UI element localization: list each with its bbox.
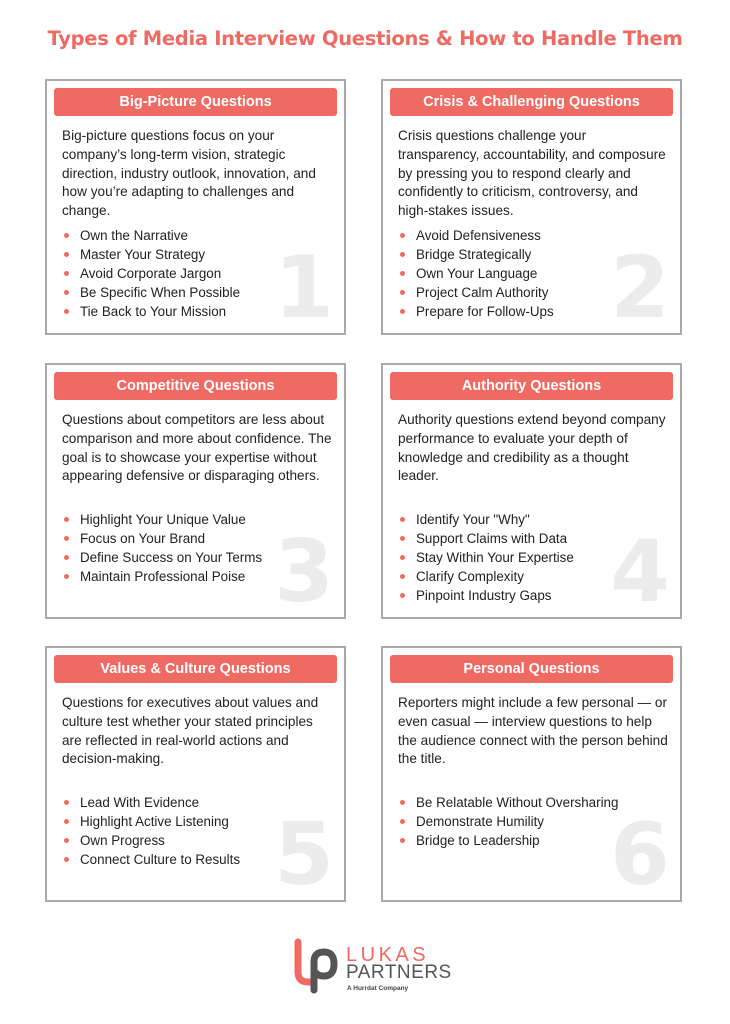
card-competitive [45, 363, 346, 622]
tips-list [62, 510, 334, 586]
logo-name: LUKAS [346, 944, 430, 966]
card-description: Crisis questions challenge your transparency, accountability, and composure by pressing you to respond clearly and confidently to criticism, controversy, and high-stakes issues. [398, 128, 666, 219]
list-item: Prepare for Follow-Ups [398, 302, 670, 321]
list-item: Maintain Professional Poise [62, 567, 334, 586]
logo-subtitle: PARTNERS [346, 962, 452, 983]
list-item: Define Success on Your Terms [62, 548, 334, 567]
card-description: Authority questions extend beyond company performance to evaluate your depth of knowledge and credibility as a thought leader. [398, 412, 666, 484]
card-header: Big-Picture Questions [54, 88, 337, 116]
card-header: Competitive Questions [54, 372, 337, 400]
list-item: Bridge to Leadership [398, 831, 670, 850]
company-logo [290, 938, 450, 998]
list-item: Stay Within Your Expertise [398, 548, 670, 567]
list-item: Connect Culture to Results [62, 850, 334, 869]
list-item: Project Calm Authority [398, 283, 670, 302]
card-description: Questions for executives about values and culture test whether your stated principles are reflected in real-world actions and decision-making. [62, 695, 319, 767]
list-item: Clarify Complexity [398, 567, 670, 586]
list-item: Tie Back to Your Mission [62, 302, 334, 321]
card-header: Authority Questions [390, 372, 673, 400]
list-item: Be Relatable Without Oversharing [398, 793, 670, 812]
logo-tagline: A Hurrdat Company [347, 985, 409, 992]
tips-list [398, 793, 670, 850]
list-item: Be Specific When Possible [62, 283, 334, 302]
card-header: Crisis & Challenging Questions [390, 88, 673, 116]
page-title: Types of Media Interview Questions & How to Handle Them [47, 27, 683, 50]
card-number: 6 [610, 805, 670, 905]
list-item: Lead With Evidence [62, 793, 334, 812]
card-number: 5 [274, 805, 334, 905]
list-item: Avoid Defensiveness [398, 226, 670, 245]
tips-list [398, 226, 670, 321]
card-number: 4 [610, 522, 670, 622]
tips-list [62, 226, 334, 321]
card-crisis [381, 79, 682, 338]
list-item: Own the Narrative [62, 226, 334, 245]
list-item: Highlight Active Listening [62, 812, 334, 831]
card-description: Questions about competitors are less about comparison and more about confidence. The goal is to showcase your expertise without appearing defensive or disparaging others. [62, 412, 332, 484]
list-item: Focus on Your Brand [62, 529, 334, 548]
card-number: 2 [610, 238, 670, 338]
list-item: Highlight Your Unique Value [62, 510, 334, 529]
list-item: Identify Your "Why" [398, 510, 670, 529]
list-item: Own Progress [62, 831, 334, 850]
card-big-picture [45, 79, 346, 338]
list-item: Support Claims with Data [398, 529, 670, 548]
card-description: Reporters might include a few personal — or even casual — interview questions to help the audience connect with the person behind the title. [398, 695, 668, 767]
list-item: Demonstrate Humility [398, 812, 670, 831]
list-item: Avoid Corporate Jargon [62, 264, 334, 283]
card-description: Big-picture questions focus on your company’s long-term vision, strategic direction, industry outlook, innovation, and how you’re adapting to challenges and change. [62, 128, 316, 219]
list-item: Bridge Strategically [398, 245, 670, 264]
list-item: Pinpoint Industry Gaps [398, 586, 670, 605]
lp-monogram-icon [290, 938, 340, 994]
card-number: 3 [274, 522, 334, 622]
card-number: 1 [274, 238, 334, 338]
list-item: Own Your Language [398, 264, 670, 283]
card-personal [381, 646, 682, 905]
list-item: Master Your Strategy [62, 245, 334, 264]
card-values-culture [45, 646, 346, 905]
card-header: Values & Culture Questions [54, 655, 337, 683]
tips-list [62, 793, 334, 869]
card-header: Personal Questions [390, 655, 673, 683]
tips-list [398, 510, 670, 605]
card-authority [381, 363, 682, 622]
